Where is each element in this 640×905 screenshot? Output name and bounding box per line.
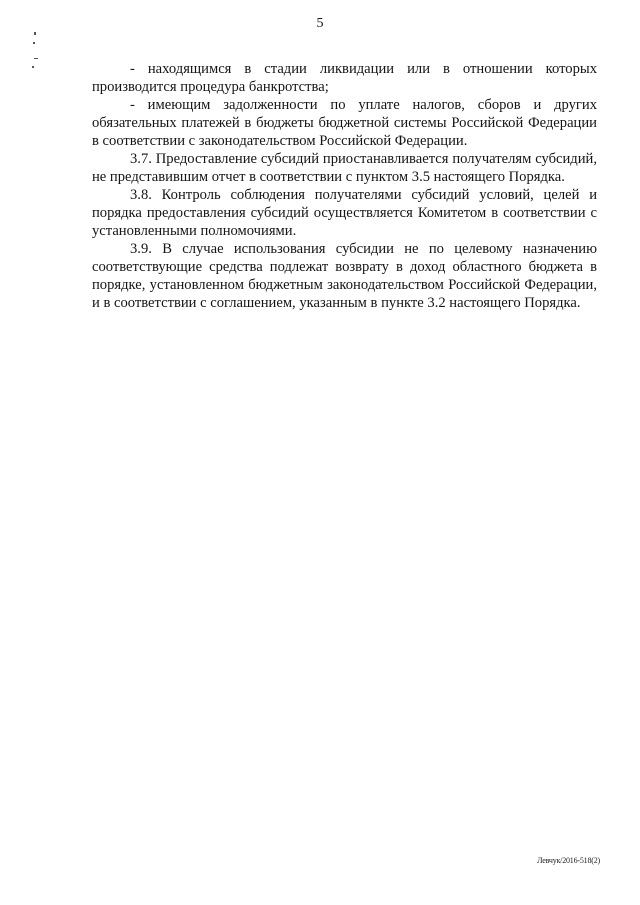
paragraph-tax-debt-clause: - имеющим задолженности по уплате налогов, сборов и других обязательных платежей в бюджеты бюджетной системы Российской Федерации в соответствии с законодательством Российской Федерации.	[92, 97, 597, 149]
paragraph-3-8: 3.8. Контроль соблюдения получателями субсидий условий, целей и порядка предоставления субсидий осуществляется Комитетом в соответствии с установленными полномочиями.	[92, 187, 597, 239]
paragraph-3-9: 3.9. В случае использования субсидии не по целевому назначению соответствующие средства подлежат возврату в доход областного бюджета в порядке, установленном бюджетным законодательством Российской Федерации, и в соответствии с соглашением, указанным в пункте 3.2 настоящего Порядка.	[92, 241, 597, 311]
paragraph-3-7: 3.7. Предоставление субсидий приостанавливается получателям субсидий, не представившим отчет в соответствии с пунктом 3.5 настоящего Порядка.	[92, 151, 597, 185]
document-body	[92, 60, 597, 312]
page-number: 5	[316, 16, 324, 31]
paragraph-liquidation-clause: - находящимся в стадии ликвидации или в отношении которых производится процедура банкротства;	[92, 61, 597, 95]
document-reference-code: Левчук/2016-518(2)	[537, 856, 600, 865]
